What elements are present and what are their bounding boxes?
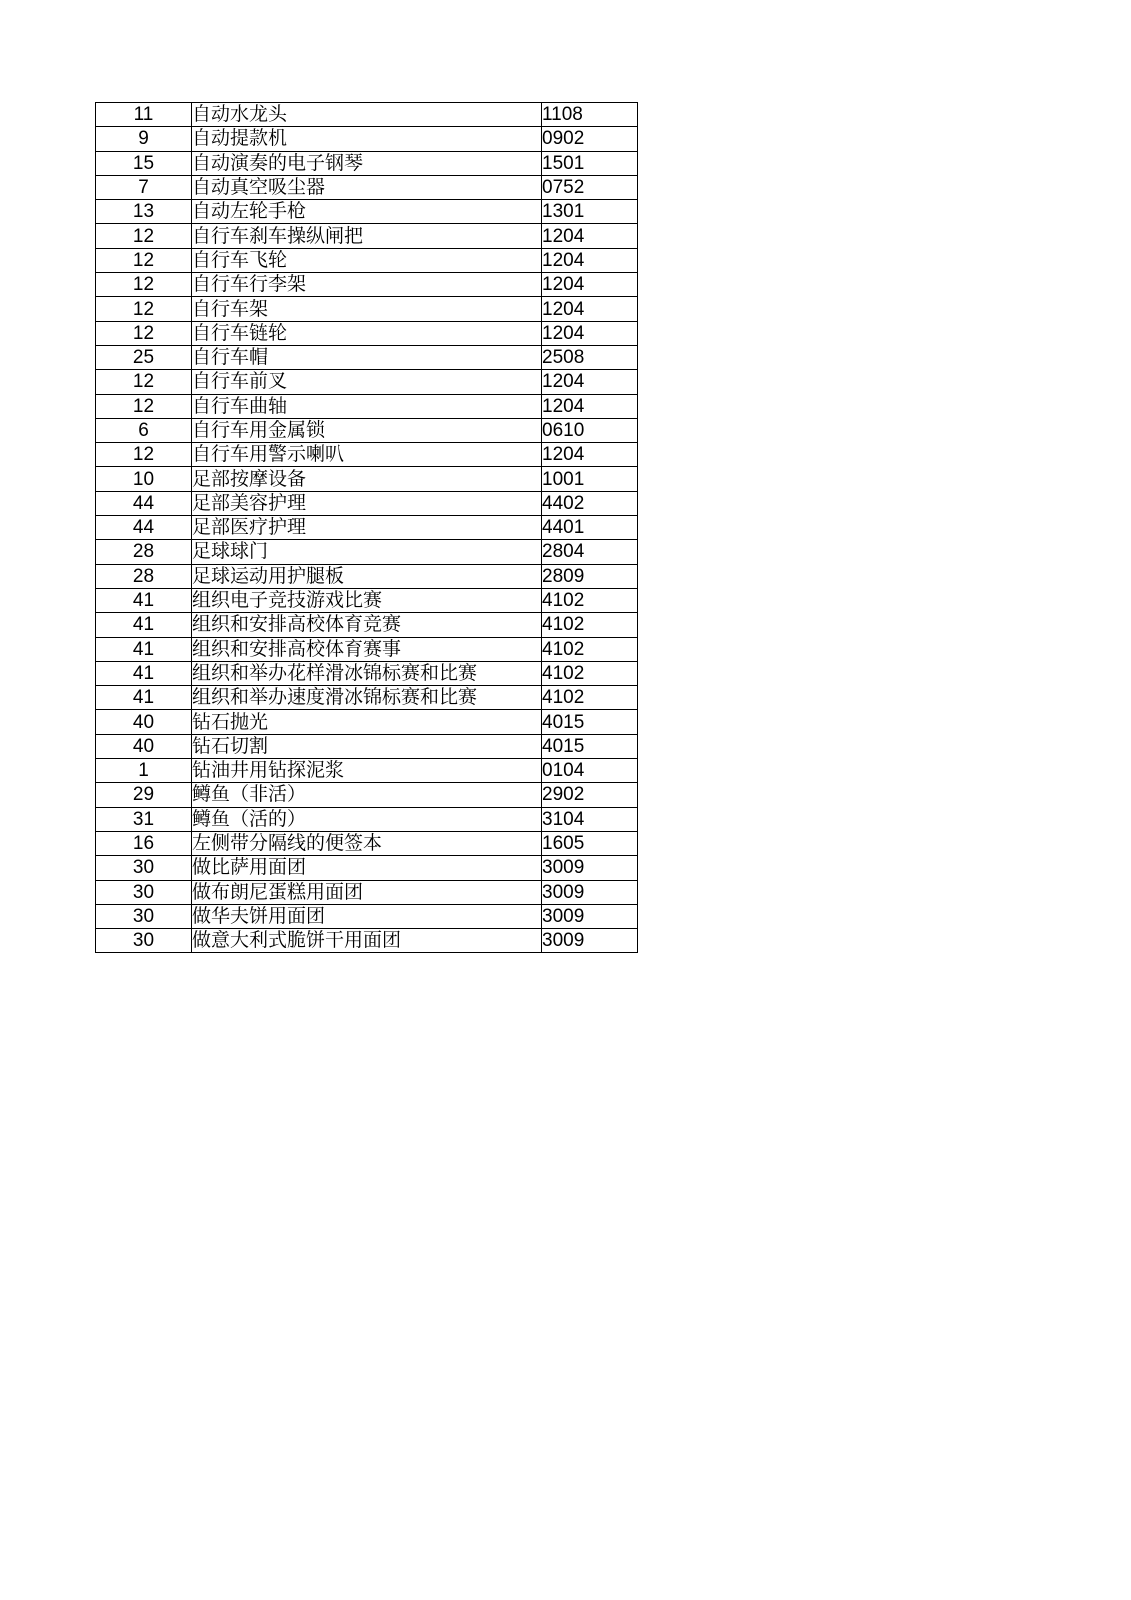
goods-name-cell: 自行车帽 (192, 345, 542, 369)
goods-name-cell: 组织和安排高校体育竞赛 (192, 613, 542, 637)
goods-name-cell: 钻油井用钻探泥浆 (192, 759, 542, 783)
table-row (96, 588, 638, 612)
class-number-cell: 12 (96, 248, 192, 272)
group-code-cell: 4102 (542, 588, 638, 612)
goods-name-cell: 组织电子竞技游戏比赛 (192, 588, 542, 612)
class-number-cell: 11 (96, 103, 192, 127)
class-number-cell: 31 (96, 807, 192, 831)
goods-classification-table (95, 102, 638, 953)
table-row (96, 370, 638, 394)
table-row (96, 394, 638, 418)
class-number-cell: 12 (96, 394, 192, 418)
group-code-cell: 3009 (542, 880, 638, 904)
group-code-cell: 1301 (542, 200, 638, 224)
table-row (96, 418, 638, 442)
group-code-cell: 2804 (542, 540, 638, 564)
group-code-cell: 1204 (542, 273, 638, 297)
table-row (96, 297, 638, 321)
class-number-cell: 12 (96, 443, 192, 467)
class-number-cell: 40 (96, 710, 192, 734)
table-row (96, 467, 638, 491)
table-row (96, 540, 638, 564)
table-row (96, 783, 638, 807)
class-number-cell: 15 (96, 151, 192, 175)
group-code-cell: 1204 (542, 370, 638, 394)
goods-name-cell: 自动真空吸尘器 (192, 175, 542, 199)
class-number-cell: 12 (96, 273, 192, 297)
group-code-cell: 1204 (542, 394, 638, 418)
class-number-cell: 44 (96, 516, 192, 540)
group-code-cell: 3009 (542, 904, 638, 928)
table-row (96, 637, 638, 661)
goods-name-cell: 自动水龙头 (192, 103, 542, 127)
class-number-cell: 41 (96, 686, 192, 710)
goods-name-cell: 组织和安排高校体育赛事 (192, 637, 542, 661)
class-number-cell: 41 (96, 613, 192, 637)
group-code-cell: 1204 (542, 224, 638, 248)
goods-name-cell: 左侧带分隔线的便签本 (192, 831, 542, 855)
goods-name-cell: 自行车飞轮 (192, 248, 542, 272)
class-number-cell: 40 (96, 734, 192, 758)
goods-name-cell: 做华夫饼用面团 (192, 904, 542, 928)
group-code-cell: 4102 (542, 661, 638, 685)
class-number-cell: 44 (96, 491, 192, 515)
goods-name-cell: 组织和举办花样滑冰锦标赛和比赛 (192, 661, 542, 685)
group-code-cell: 4102 (542, 686, 638, 710)
group-code-cell: 3009 (542, 856, 638, 880)
table-row (96, 175, 638, 199)
table-row (96, 734, 638, 758)
table-row (96, 904, 638, 928)
group-code-cell: 2809 (542, 564, 638, 588)
class-number-cell: 30 (96, 904, 192, 928)
table-row (96, 491, 638, 515)
group-code-cell: 0610 (542, 418, 638, 442)
goods-name-cell: 自行车架 (192, 297, 542, 321)
class-number-cell: 12 (96, 224, 192, 248)
table-row (96, 880, 638, 904)
goods-name-cell: 做意大利式脆饼干用面团 (192, 929, 542, 953)
table-row (96, 151, 638, 175)
class-number-cell: 30 (96, 856, 192, 880)
group-code-cell: 1605 (542, 831, 638, 855)
table-row (96, 710, 638, 734)
class-number-cell: 28 (96, 540, 192, 564)
goods-name-cell: 鳟鱼（活的） (192, 807, 542, 831)
goods-name-cell: 足部美容护理 (192, 491, 542, 515)
goods-name-cell: 钻石抛光 (192, 710, 542, 734)
class-number-cell: 12 (96, 297, 192, 321)
group-code-cell: 1204 (542, 443, 638, 467)
table-row (96, 661, 638, 685)
class-number-cell: 6 (96, 418, 192, 442)
group-code-cell: 3009 (542, 929, 638, 953)
table-row (96, 516, 638, 540)
class-number-cell: 25 (96, 345, 192, 369)
goods-name-cell: 自动演奏的电子钢琴 (192, 151, 542, 175)
table-row (96, 103, 638, 127)
goods-name-cell: 自行车曲轴 (192, 394, 542, 418)
class-number-cell: 10 (96, 467, 192, 491)
class-number-cell: 41 (96, 637, 192, 661)
table-row (96, 200, 638, 224)
table-row (96, 127, 638, 151)
goods-name-cell: 自行车行李架 (192, 273, 542, 297)
group-code-cell: 4015 (542, 734, 638, 758)
goods-name-cell: 自行车前叉 (192, 370, 542, 394)
group-code-cell: 0752 (542, 175, 638, 199)
goods-name-cell: 足部医疗护理 (192, 516, 542, 540)
table-row (96, 224, 638, 248)
goods-name-cell: 自行车链轮 (192, 321, 542, 345)
goods-name-cell: 自行车用金属锁 (192, 418, 542, 442)
table-row (96, 856, 638, 880)
table-row (96, 273, 638, 297)
class-number-cell: 28 (96, 564, 192, 588)
goods-name-cell: 足球运动用护腿板 (192, 564, 542, 588)
goods-name-cell: 足部按摩设备 (192, 467, 542, 491)
class-number-cell: 16 (96, 831, 192, 855)
goods-name-cell: 做比萨用面团 (192, 856, 542, 880)
class-number-cell: 9 (96, 127, 192, 151)
goods-name-cell: 自动提款机 (192, 127, 542, 151)
table-row (96, 321, 638, 345)
class-number-cell: 7 (96, 175, 192, 199)
table-row (96, 443, 638, 467)
class-number-cell: 41 (96, 661, 192, 685)
table-row (96, 248, 638, 272)
group-code-cell: 2902 (542, 783, 638, 807)
table-row (96, 929, 638, 953)
class-number-cell: 1 (96, 759, 192, 783)
group-code-cell: 1204 (542, 321, 638, 345)
table-row (96, 686, 638, 710)
group-code-cell: 4015 (542, 710, 638, 734)
class-number-cell: 30 (96, 929, 192, 953)
table-row (96, 831, 638, 855)
table-row (96, 564, 638, 588)
class-number-cell: 41 (96, 588, 192, 612)
group-code-cell: 4401 (542, 516, 638, 540)
table-row (96, 759, 638, 783)
table-body (96, 103, 638, 953)
goods-name-cell: 钻石切割 (192, 734, 542, 758)
goods-name-cell: 自行车用警示喇叭 (192, 443, 542, 467)
class-number-cell: 13 (96, 200, 192, 224)
class-number-cell: 12 (96, 370, 192, 394)
goods-name-cell: 足球球门 (192, 540, 542, 564)
class-number-cell: 30 (96, 880, 192, 904)
group-code-cell: 2508 (542, 345, 638, 369)
goods-name-cell: 自行车刹车操纵闸把 (192, 224, 542, 248)
group-code-cell: 4402 (542, 491, 638, 515)
class-number-cell: 29 (96, 783, 192, 807)
goods-name-cell: 组织和举办速度滑冰锦标赛和比赛 (192, 686, 542, 710)
goods-name-cell: 鳟鱼（非活） (192, 783, 542, 807)
group-code-cell: 1001 (542, 467, 638, 491)
goods-name-cell: 做布朗尼蛋糕用面团 (192, 880, 542, 904)
group-code-cell: 1204 (542, 297, 638, 321)
class-number-cell: 12 (96, 321, 192, 345)
group-code-cell: 0902 (542, 127, 638, 151)
group-code-cell: 0104 (542, 759, 638, 783)
group-code-cell: 4102 (542, 613, 638, 637)
group-code-cell: 4102 (542, 637, 638, 661)
goods-name-cell: 自动左轮手枪 (192, 200, 542, 224)
group-code-cell: 3104 (542, 807, 638, 831)
group-code-cell: 1108 (542, 103, 638, 127)
table-row (96, 345, 638, 369)
group-code-cell: 1204 (542, 248, 638, 272)
table-row (96, 807, 638, 831)
table-row (96, 613, 638, 637)
group-code-cell: 1501 (542, 151, 638, 175)
